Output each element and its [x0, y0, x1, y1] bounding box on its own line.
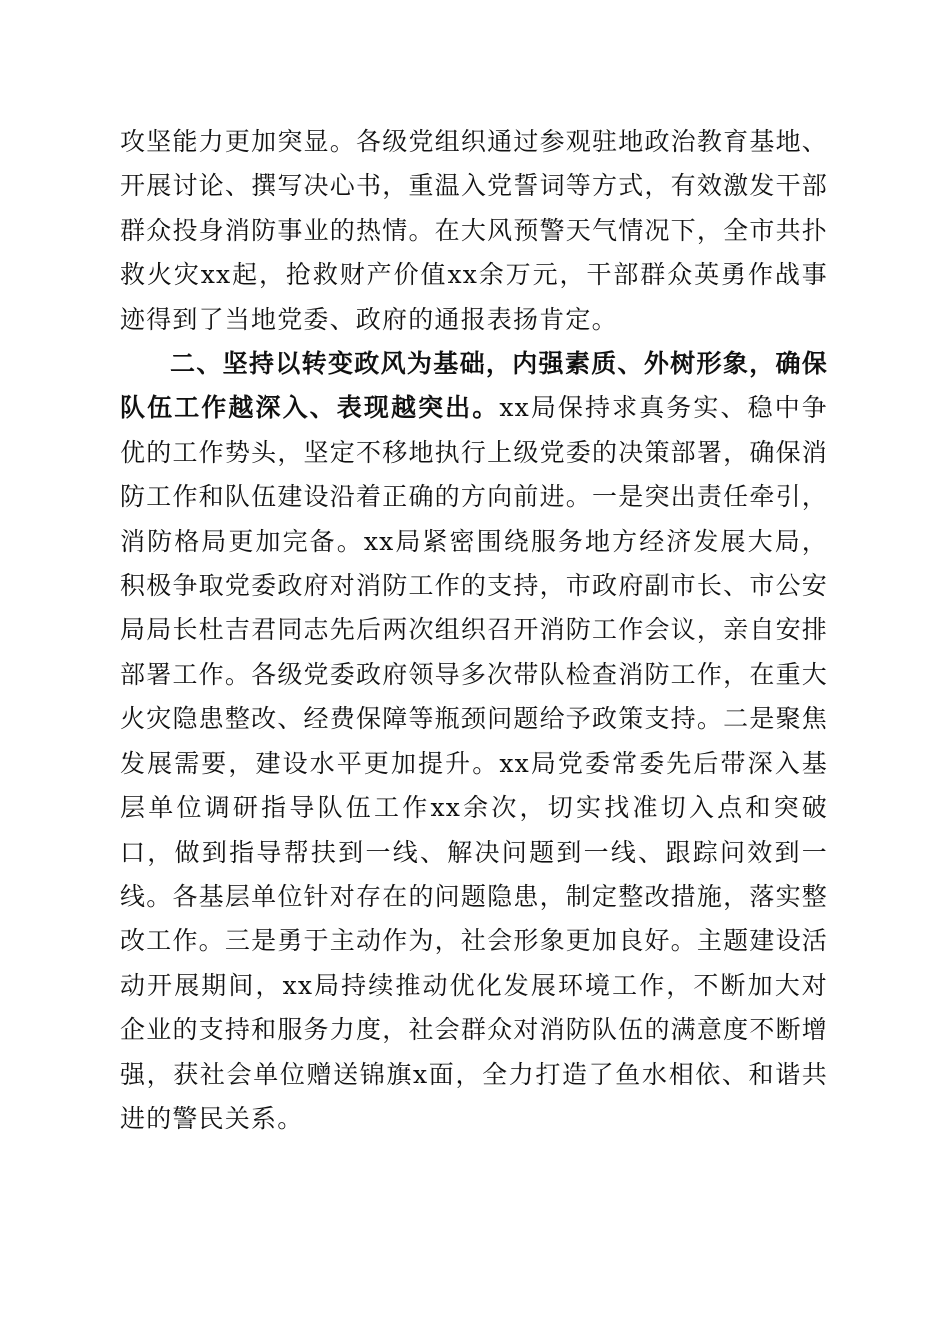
- paragraph-continuation: 攻坚能力更加突显。各级党组织通过参观驻地政治教育基地、开展讨论、撰写决心书，重温入党誓词等方式，有效激发干部群众投身消防事业的热情。在大风预警天气情况下，全市共扑救火灾xx起，抢救财产价值xx余万元，干部群众英勇作战事迹得到了当地党委、政府的通报表扬肯定。: [120, 127, 828, 334]
- document-body: [120, 120, 828, 1141]
- section-heading: 二、坚持以转变政风为基础，内强素质、外树形象，确保队伍工作越深入、表现越突出。: [120, 349, 828, 423]
- section-body: xx局保持求真务实、稳中争优的工作势头，坚定不移地执行上级党委的决策部署，确保消防工作和队伍建设沿着正确的方向前进。一是突出责任牵引，消防格局更加完备。xx局紧密围绕服务地方经济发展大局，积极争取党委政府对消防工作的支持，市政府副市长、市公安局局长杜吉君同志先后两次组织召开消防工作会议，亲自安排部署工作。各级党委政府领导多次带队检查消防工作，在重大火灾隐患整改、经费保障等瓶颈问题给予政策支持。二是聚焦发展需要，建设水平更加提升。xx局党委常委先后带深入基层单位调研指导队伍工作xx余次，切实找准切入点和突破口，做到指导帮扶到一线、解决问题到一线、跟踪问效到一线。各基层单位针对存在的问题隐患，制定整改措施，落实整改工作。三是勇于主动作为，社会形象更加良好。主题建设活动开展期间，xx局持续推动优化发展环境工作，不断加大对企业的支持和服务力度，社会群众对消防队伍的满意度不断增强，获社会单位赠送锦旗x面，全力打造了鱼水相依、和谐共进的警民关系。: [120, 393, 828, 1133]
- paragraph-section-two: [120, 342, 828, 1141]
